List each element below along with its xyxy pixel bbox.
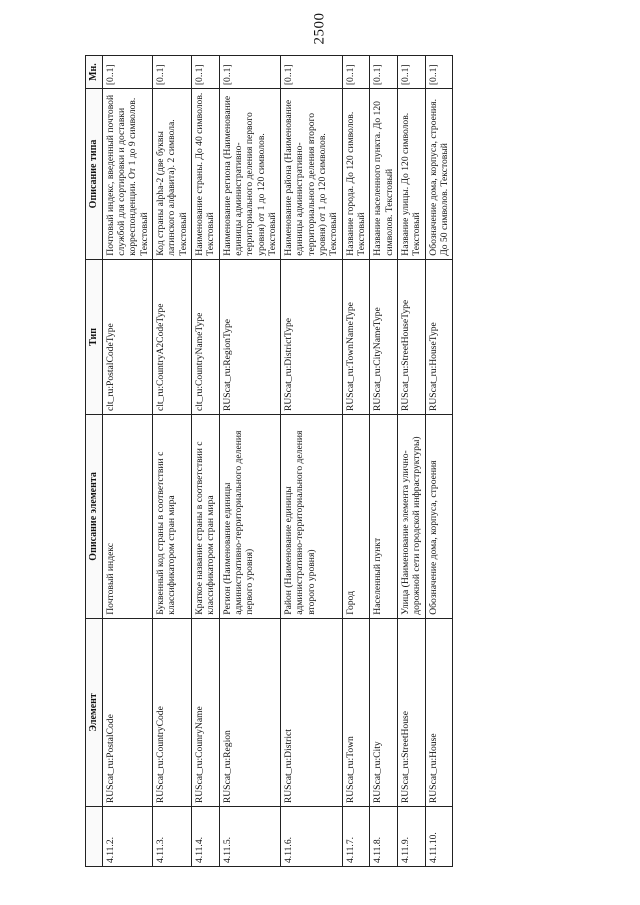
element-description: Населенный пункт: [370, 415, 398, 619]
element-name: RUScat_ru:House: [425, 618, 453, 806]
row-number: 4.11.9.: [397, 807, 425, 867]
header-type: Тип: [86, 259, 103, 414]
table-row: [370, 56, 398, 867]
type-description: Название города. До 120 символов. Текстовый: [342, 89, 370, 260]
type-name: RUScat_ru:StreetHouseType: [397, 259, 425, 414]
type-name: RUScat_ru:RegionType: [219, 259, 281, 414]
multiplicity: [0..1]: [425, 56, 453, 89]
page-number: [0, 12, 640, 45]
type-description: Название населенного пункта. До 120 символов. Текстовый: [370, 89, 398, 260]
row-number: 4.11.3.: [153, 807, 192, 867]
page-number-text: 2500: [311, 12, 328, 45]
header-element: Элемент: [86, 618, 103, 806]
element-description: Буквенный код страны в соответствии с классификатором стран мира: [153, 415, 192, 619]
rotated-table-container: [85, 55, 630, 867]
type-description: Наименование страны. До 40 символов. Текстовый: [191, 89, 219, 260]
table-row: [102, 56, 152, 867]
type-name: clt_ru:PostalCodeType: [102, 259, 152, 414]
row-number: 4.11.5.: [219, 807, 281, 867]
row-number: 4.11.2.: [102, 807, 152, 867]
header-multiplicity: Мн.: [86, 56, 103, 89]
row-number: 4.11.4.: [191, 807, 219, 867]
element-description: Улица (Наименование элемента улично-дорожной сети городской инфраструктуры): [397, 415, 425, 619]
type-description: Наименование региона (Наименование единицы административно-территориального деления первого уровня) от 1 до 120 символов. Текстовый: [219, 89, 281, 260]
element-name: RUScat_ru:Region: [219, 618, 281, 806]
type-name: RUScat_ru:DistrictType: [281, 259, 343, 414]
type-description: Код страны alpha-2 (две буквы латинского алфавита). 2 символа. Текстовый: [153, 89, 192, 260]
table-rotation-frame: [85, 55, 630, 867]
row-number: 4.11.8.: [370, 807, 398, 867]
element-name: RUScat_ru:CountryCode: [153, 618, 192, 806]
type-name: clt_ru:CountryNameType: [191, 259, 219, 414]
type-name: clt_ru:CountryA2CodeType: [153, 259, 192, 414]
specification-table: [85, 55, 453, 867]
multiplicity: [0..1]: [370, 56, 398, 89]
element-description: Город: [342, 415, 370, 619]
element-description: Почтовый индекс: [102, 415, 152, 619]
type-name: RUScat_ru:TownNameType: [342, 259, 370, 414]
row-number: 4.11.6.: [281, 807, 343, 867]
type-description: Название улицы. До 120 символов. Текстовый: [397, 89, 425, 260]
table-body: [102, 56, 452, 867]
table-row: [342, 56, 370, 867]
row-number: 4.11.10.: [425, 807, 453, 867]
table-row: [191, 56, 219, 867]
type-description: Обозначение дома, корпуса, строения. До 50 символов. Текстовый: [425, 89, 453, 260]
multiplicity: [0..1]: [219, 56, 281, 89]
table-row: [425, 56, 453, 867]
element-description: Краткое название страны в соответствии с классификатором стран мира: [191, 415, 219, 619]
multiplicity: [0..1]: [153, 56, 192, 89]
header-type-description: Описание типа: [86, 89, 103, 260]
element-name: RUScat_ru:StreetHouse: [397, 618, 425, 806]
table-row: [219, 56, 281, 867]
type-name: RUScat_ru:CityNameType: [370, 259, 398, 414]
multiplicity: [0..1]: [102, 56, 152, 89]
type-description: Почтовый индекс, введенный почтовой службой для сортировки и доставки корреспонденции. От 1 до 9 символов. Текстовый: [102, 89, 152, 260]
table-row: [397, 56, 425, 867]
multiplicity: [0..1]: [281, 56, 343, 89]
multiplicity: [0..1]: [191, 56, 219, 89]
header-number: [86, 807, 103, 867]
table-row: [153, 56, 192, 867]
element-name: RUScat_ru:PostalCode: [102, 618, 152, 806]
row-number: 4.11.7.: [342, 807, 370, 867]
element-name: RUScat_ru:Town: [342, 618, 370, 806]
multiplicity: [0..1]: [342, 56, 370, 89]
header-element-description: Описание элемента: [86, 415, 103, 619]
element-name: RUScat_ru:City: [370, 618, 398, 806]
element-name: RUScat_ru:CounryName: [191, 618, 219, 806]
type-name: RUScat_ru:HouseType: [425, 259, 453, 414]
element-name: RUScat_ru:District: [281, 618, 343, 806]
element-description: Район (Наименование единицы административно-территориального деления второго уровня): [281, 415, 343, 619]
type-description: Наименование района (Наименование единицы административно-территориального деления второго уровня) от 1 до 120 символов. Текстовый: [281, 89, 343, 260]
table-header-row: [86, 56, 103, 867]
multiplicity: [0..1]: [397, 56, 425, 89]
table-row: [281, 56, 343, 867]
element-description: Обозначение дома, корпуса, строения: [425, 415, 453, 619]
element-description: Регион (Наименование единицы административно-территориального деления первого уровня): [219, 415, 281, 619]
